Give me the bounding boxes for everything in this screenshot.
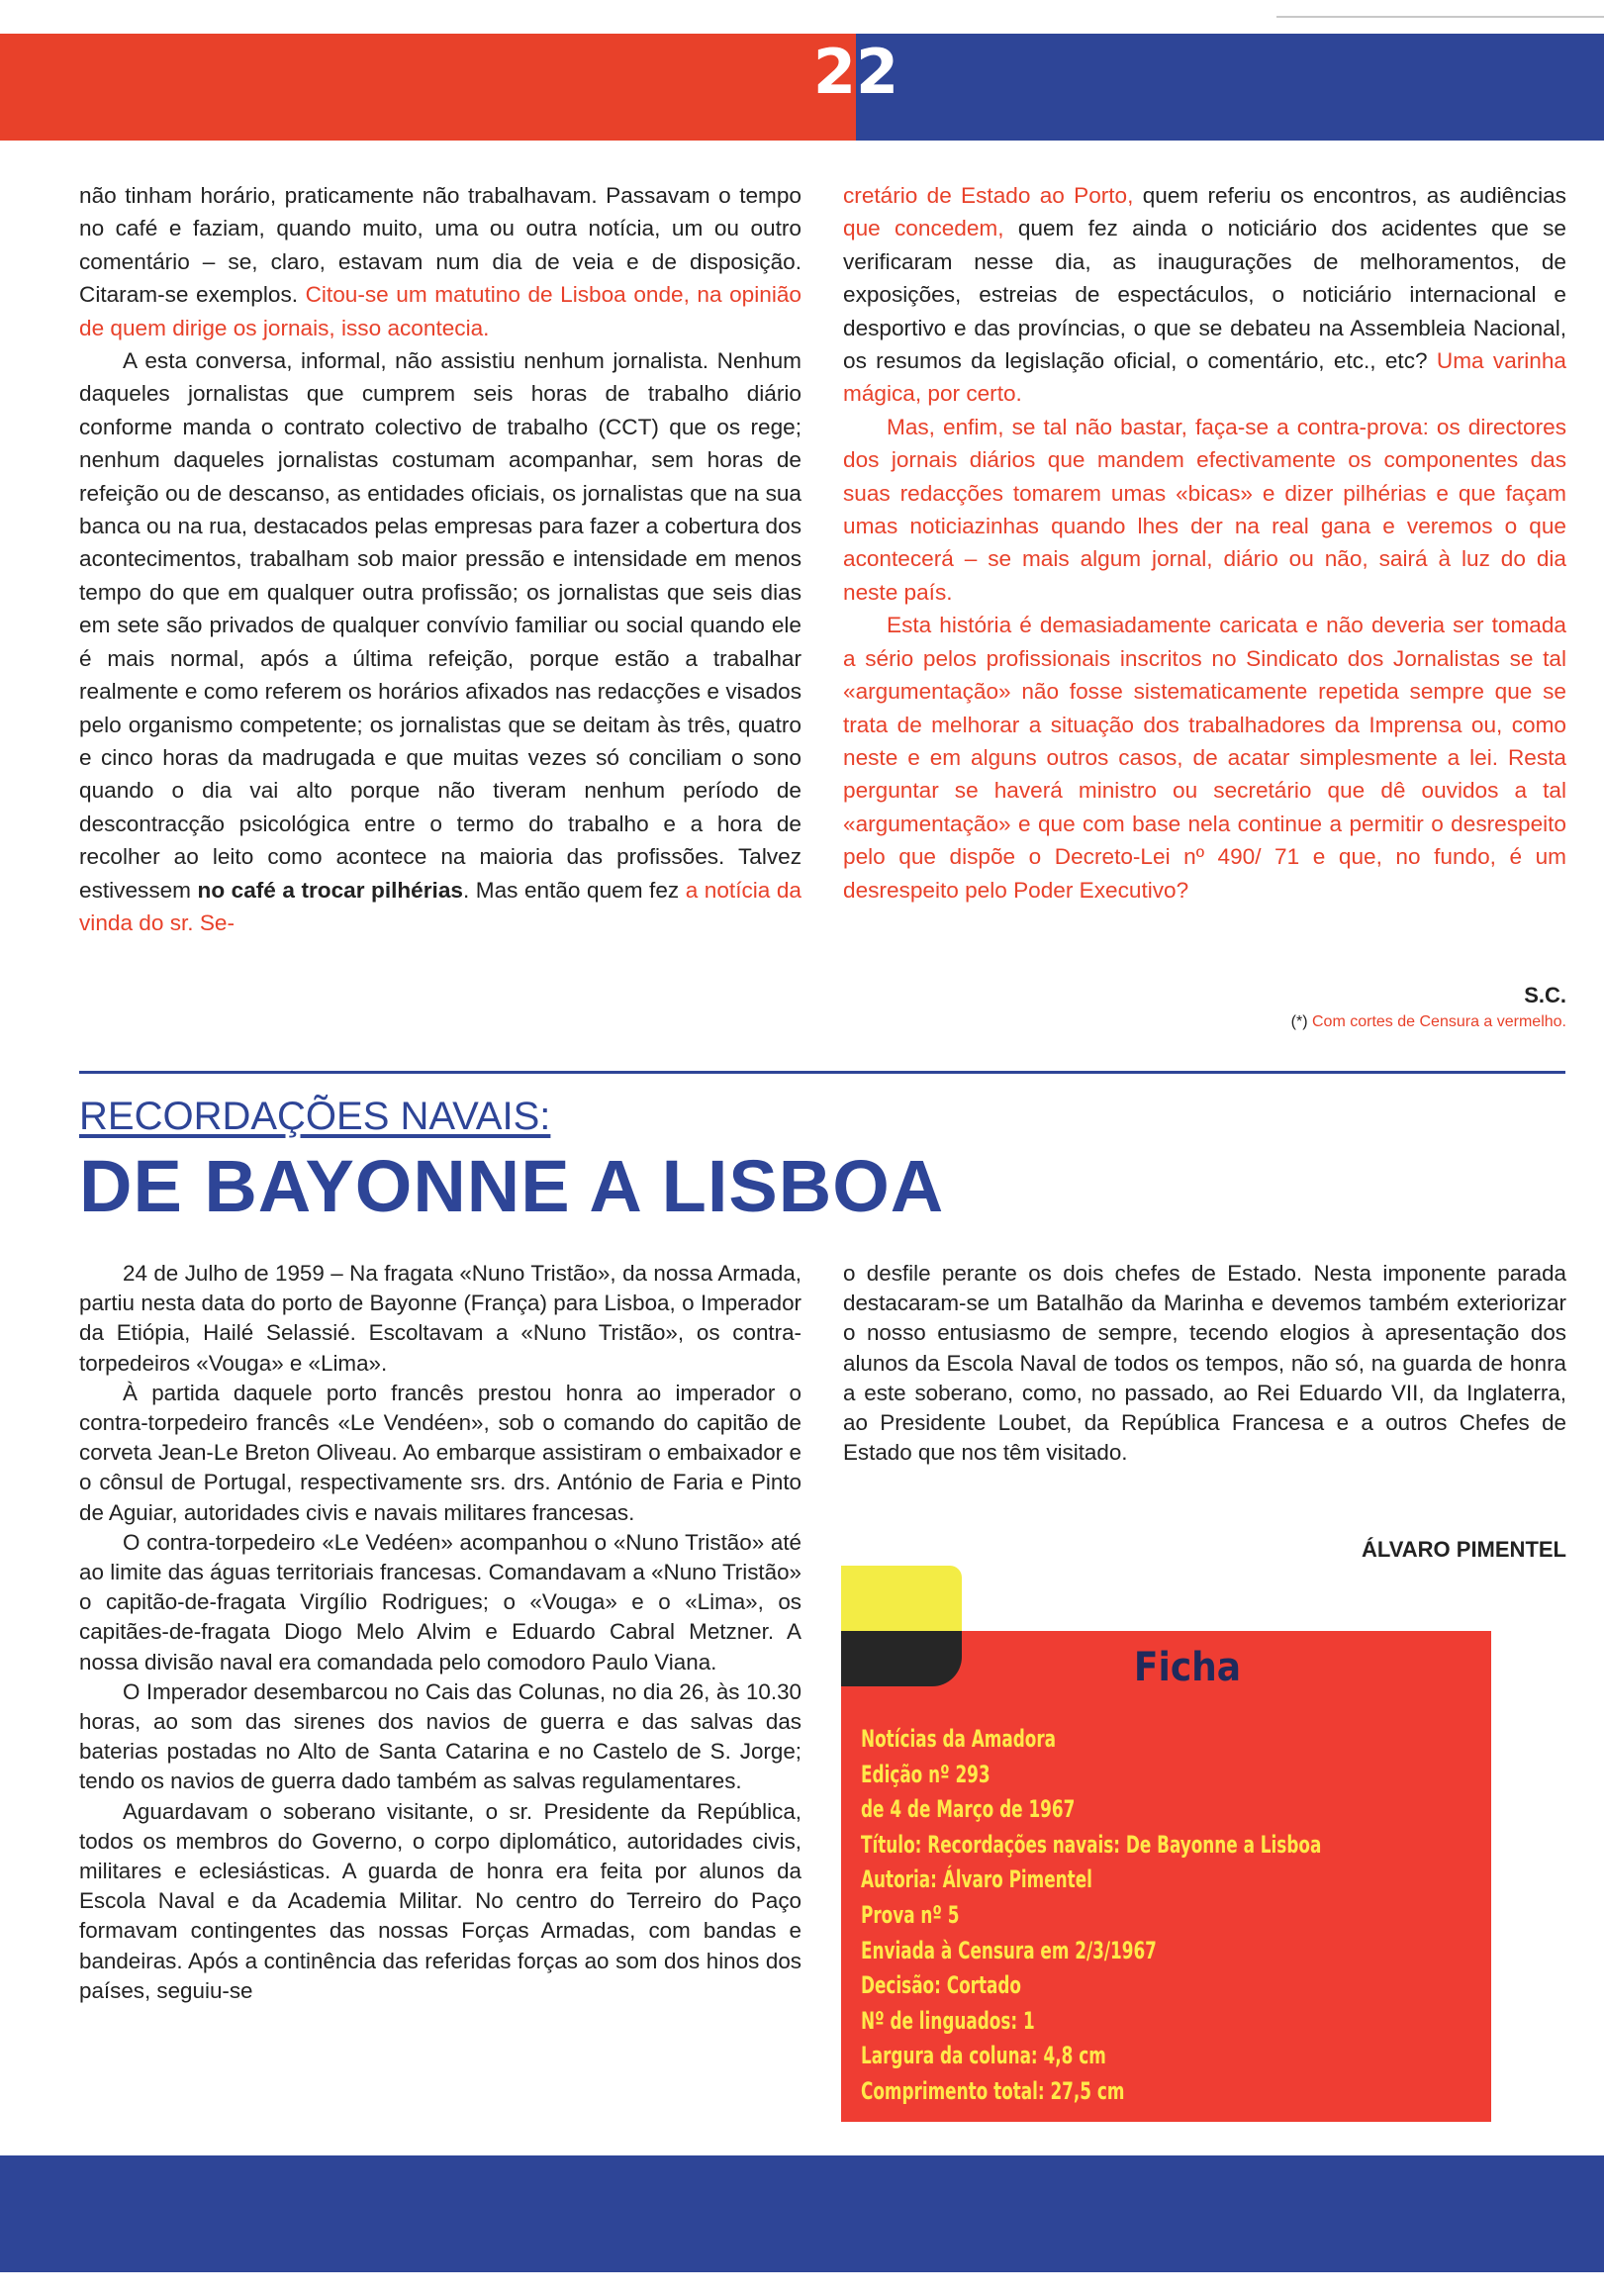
text-run: quem fez ainda o noticiário dos acidentes que se verificaram nesse dia, as inaugurações de melhoramentos, de exposições, estreias de espectáculos, o noticiário internacional e desportivo e das províncias, o que se debateu na Assembleia Nacional, os resumos da legislação oficial, o comentário, etc., etc?	[843, 216, 1566, 374]
top-left-column	[79, 179, 802, 939]
ficha-line: Edição nº 293	[861, 1760, 991, 1788]
ficha-line: Enviada à Censura em 2/3/1967	[861, 1936, 1157, 1964]
censored-text: Uma varinha mágica, por certo.	[843, 348, 1566, 407]
paragraph: O Imperador desembarcou no Cais das Colunas, no dia 26, às 10.30 horas, ao som das sirenes dos navios de guerra e das salvas das baterias postadas no Alto de Santa Catarina e no Castelo de S. Jorge; tendo os navios de guerra dado também as salvas regulamentares.	[79, 1678, 802, 1794]
ficha-line: Comprimento total: 27,5 cm	[861, 2076, 1125, 2105]
paragraph	[79, 179, 802, 344]
ficha-title: Ficha	[1133, 1645, 1242, 1690]
ficha-line: Prova nº 5	[861, 1900, 960, 1929]
censored-text: cretário de Estado ao Porto,	[843, 183, 1134, 208]
header-blue-band	[856, 34, 1604, 141]
ficha-line: de 4 de Março de 1967	[861, 1795, 1076, 1824]
signature: S.C.	[1524, 983, 1566, 1007]
article-kicker: RECORDAÇÕES NAVAIS:	[79, 1095, 551, 1138]
text-run: A esta conversa, informal, não assistiu nenhum jornalista. Nenhum daqueles jornalistas que cumprem seis horas de trabalho diário conforme manda o contrato colectivo de trabalho (CCT) que os rege; nenhum daqueles jornalistas costumam acompanhar, sem horas de refeição ou de descanso, as entidades oficiais, os jornalistas que na sua banca ou na rua, destacados pelas empresas para fazer a cobertura dos acontecimentos, trabalham sob maior pressão e intensidade em menos tempo do que em qualquer outra profissão; os jornalistas que seis dias em sete são privados de qualquer convívio familiar ou social quando ele é mais normal, após a última refeição, porque estão a trabalhar realmente e como referem os horários afixados nas redacções e visados pelo organismo competente; os jornalistas que se deitam às três, quatro e cinco horas da madrugada e que muitas vezes só conciliam o sono quando o dia vai alto porque não tiveram nenhum período de descontracção psicológica entre o termo do trabalho e a hora de recolher ao leito como acontece na maioria das profissões. Talvez estivessem	[79, 348, 802, 903]
ficha-line: Autoria: Álvaro Pimentel	[861, 1866, 1092, 1894]
paragraph: Aguardavam o soberano visitante, o sr. Presidente da República, todos os membros do Governo, o corpo diplomático, autoridades civis, militares e eclesiásticas. A guarda de honra era feita por alunos da Escola Naval e da Academia Militar. No centro do Terreiro do Paço formavam contingentes das nossas Forças Armadas, com bandas e bandeiras. Após a continência das referidas forças ao som dos hinos dos países, seguiu-se	[79, 1798, 802, 2003]
article-author: ÁLVARO PIMENTEL	[1362, 1537, 1566, 1562]
article-headline: DE BAYONNE A LISBOA	[79, 1145, 945, 1227]
footer-blue-band	[0, 2155, 1604, 2272]
signature-block	[843, 980, 1566, 1033]
text-run: no café a trocar pilhérias	[197, 877, 463, 903]
ficha-line: Título: Recordações navais: De Bayonne a Lisboa	[861, 1830, 1322, 1859]
text-run: . Mas então quem fez	[462, 877, 686, 903]
paragraph: O contra-torpedeiro «Le Vedéen» acompanhou o «Nuno Tristão» até ao limite das águas territoriais francesas. Comandavam a «Nuno Tristão» o capitão-de-fragata Virgílio Rodrigues; o «Vouga» e o «Lima», os capitães-de-fragata Diogo Melo Alvim e Eduardo Cabral Metzner. A nossa divisão naval era comandada pelo comodoro Paulo Viana.	[79, 1529, 802, 1674]
paragraph: o desfile perante os dois chefes de Estado. Nesta imponente parada destacaram-se um Batalhão da Marinha e devemos também exteriorizar o nosso entusiasmo de sempre, tecendo elogios à apresentação dos alunos da Escola Naval de todos os tempos, não só, na guarda de honra a este soberano, como, no passado, ao Rei Eduardo VII, da Inglaterra, ao Presidente Loubet, da República Francesa e a outros Chefes de Estado que nos têm visitado.	[843, 1261, 1566, 1466]
ficha-black-tab	[841, 1631, 962, 1686]
censor-note-prefix: (*)	[1290, 1013, 1312, 1030]
paragraph	[843, 179, 1566, 411]
text-run: não tinham horário, praticamente não trabalhavam. Passavam o tempo no café e faziam, quando muito, uma ou outra notícia, um ou outro comentário – se, claro, estavam num dia de veia e de disposição. Citaram-se exemplos.	[79, 183, 802, 308]
censored-text: Citou-se um matutino de Lisboa onde, na opinião de quem dirige os jornais, isso acontecia.	[79, 282, 802, 340]
paragraph: 24 de Julho de 1959 – Na fragata «Nuno Tristão», da nossa Armada, partiu nesta data do porto de Bayonne (França) para Lisboa, o Imperador da Etiópia, Hailé Selassié. Escoltavam a «Nuno Tristão», os contra-torpedeiros «Vouga» e «Lima».	[79, 1261, 802, 1376]
censored-text: que concedem,	[843, 216, 1004, 241]
header-red-band	[0, 34, 856, 141]
censor-note	[843, 1011, 1566, 1033]
ficha-line: Largura da coluna: 4,8 cm	[861, 2042, 1106, 2070]
paragraph	[843, 411, 1566, 609]
ficha-lines	[861, 1722, 1474, 2110]
paragraph	[843, 609, 1566, 907]
article-left-column	[79, 1259, 802, 2006]
censored-text: Mas, enfim, se tal não bastar, faça-se a contra-prova: os directores dos jornais diários que mandem efectivamente os componentes das suas redacções tomarem umas «bicas» e dizer pilhérias e que façam umas noticiazinhas quando lhes der na real gana e veremos o que acontecerá – se mais algum jornal, diário ou não, sairá à luz do dia neste país.	[843, 414, 1566, 605]
censor-note-text: Com cortes de Censura a vermelho.	[1312, 1013, 1566, 1030]
paragraph: À partida daquele porto francês prestou honra ao imperador o contra-torpedeiro francês «Le Vendéen», sob o comando do capitão de corveta Jean-Le Breton Oliveau. Ao embarque assistiram o embaixador e o cônsul de Portugal, respectivamente srs. drs. António de Faria e Pinto de Aguiar, autoridades civis e navais militares francesas.	[79, 1380, 802, 1525]
paragraph	[79, 344, 802, 939]
section-divider	[79, 1071, 1565, 1074]
top-right-column	[843, 179, 1566, 907]
page-number: 22	[812, 36, 899, 108]
ficha-line: Nº de linguados: 1	[861, 2006, 1035, 2035]
article-right-column	[843, 1259, 1566, 1468]
text-run: quem referiu os encontros, as audiências	[1133, 183, 1566, 208]
censored-text: Esta história é demasiadamente caricata e não deveria ser tomada a sério pelos profissionais inscritos no Sindicato dos Jornalistas se tal «argumentação» não fosse sistematicamente repetida sempre que se trata de melhorar a situação dos trabalhadores da Imprensa ou, como neste e em alguns outros casos, de acatar simplesmente a lei. Resta perguntar se haverá ministro ou secretário que dê ouvidos a tal «argumentação» e que com base nela continue a permitir o desrespeito pelo que dispõe o Decreto-Lei nº 490/ 71 e que, no fundo, é um desrespeito pelo Poder Executivo?	[843, 613, 1566, 903]
ficha-line: Notícias da Amadora	[861, 1725, 1057, 1753]
ficha-line: Decisão: Cortado	[861, 1971, 1022, 2000]
top-rule	[1276, 16, 1604, 18]
censored-text: a notícia da vinda do sr. Se-	[79, 877, 802, 935]
